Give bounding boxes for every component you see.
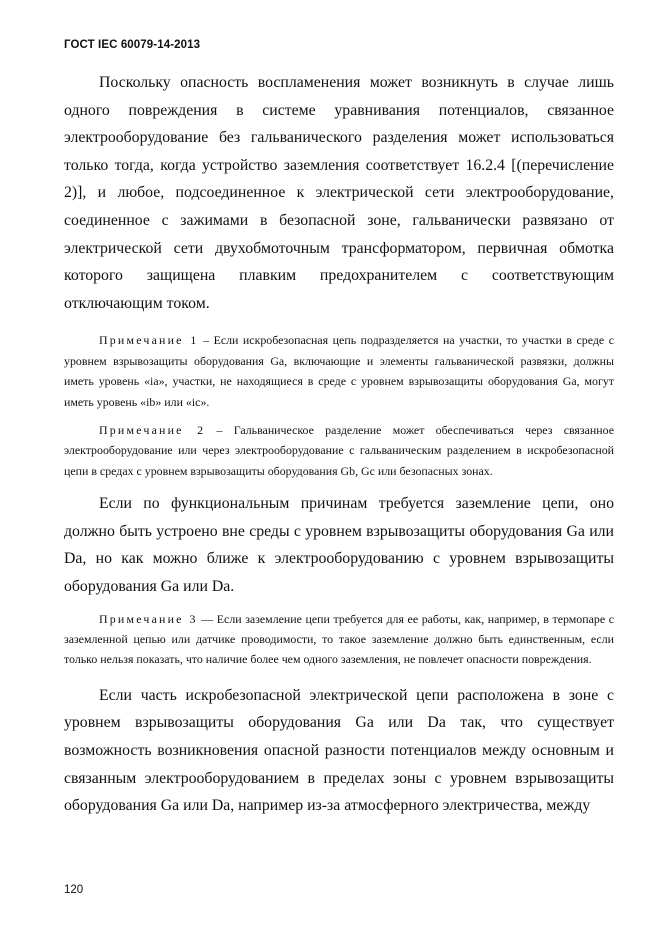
- note-3-dash: —: [201, 611, 214, 626]
- paragraph-1: Поскольку опасность воспламенения может возникнуть в случае лишь одного повреждения в системе уравнивания потенциалов, связанное электрооборудование без гальванического разделения может использоваться только тогда, когда устройство заземления соответствует 16.2.4 [(перечисление 2)], и любое, подсоединенное к электрической сети электрооборудование, соединенное с зажимами в безопасной зоне, гальванически развязано от электрической сети двухобмоточным трансформатором, первичная обмотка которого защищена плавким предохранителем с соответствующим отключающим током.: [64, 74, 614, 312]
- note-1-text: Если искробезопасная цепь подразделяется на участки, то участки в среде с уровнем взрывозащиты оборудования Ga, включающие и элементы гальванической развязки, должны иметь уровень «ia», участки, не находящиеся в среде с уровнем взрывозащиты оборудования Ga, могут иметь уровень «ib» или «ic».: [64, 333, 614, 409]
- spacer: [64, 481, 614, 490]
- document-body: [64, 69, 614, 820]
- note-3-text: Если заземление цепи требуется для ее работы, как, например, в термопаре с заземленной цепью или датчике проводимости, то такое заземление должно быть единственным, если только нельзя показать, что наличие более чем одного заземления, не повлечет опасности повреждения.: [64, 611, 614, 667]
- note-2-label: Примечание 2: [99, 422, 206, 437]
- note-2: [64, 420, 614, 481]
- spacer: [64, 670, 614, 682]
- note-1-label: Примечание 1: [99, 333, 199, 348]
- note-2-text: Гальваническое разделение может обеспечиваться через связанное электрооборудование или через электрооборудование с гальваническим разделением в искробезопасной цепи в средах с уровнем взрывозащиты оборудования Gb, Gc или безопасных зонах.: [64, 422, 614, 478]
- paragraph-2: Если по функциональным причинам требуется заземление цепи, оно должно быть устроено вне среды с уровнем взрывозащиты оборудования Ga или Da, но как можно ближе к электрооборудованию с уровнем взрывозащиты оборудования Ga или Da.: [64, 495, 614, 595]
- paragraph-3: Если часть искробезопасной электрической цепи расположена в зоне с уровнем взрывозащиты оборудования Ga или Da так, что существует возможность возникновения опасной разности потенциалов между основным и связанным электрооборудованием в пределах зоны с уровнем взрывозащиты оборудования Ga или Da, например из-за атмосферного электричества, между: [64, 686, 614, 815]
- spacer: [64, 317, 614, 330]
- document-header: ГОСТ IEC 60079-14-2013: [64, 39, 201, 51]
- spacer: [64, 412, 614, 420]
- page-number: 120: [64, 884, 84, 896]
- spacer: [64, 601, 614, 609]
- note-2-dash: –: [216, 422, 223, 437]
- note-3: [64, 609, 614, 670]
- note-1-dash: –: [203, 333, 210, 348]
- note-1: [64, 330, 614, 412]
- note-3-label: Примечание 3: [99, 611, 198, 626]
